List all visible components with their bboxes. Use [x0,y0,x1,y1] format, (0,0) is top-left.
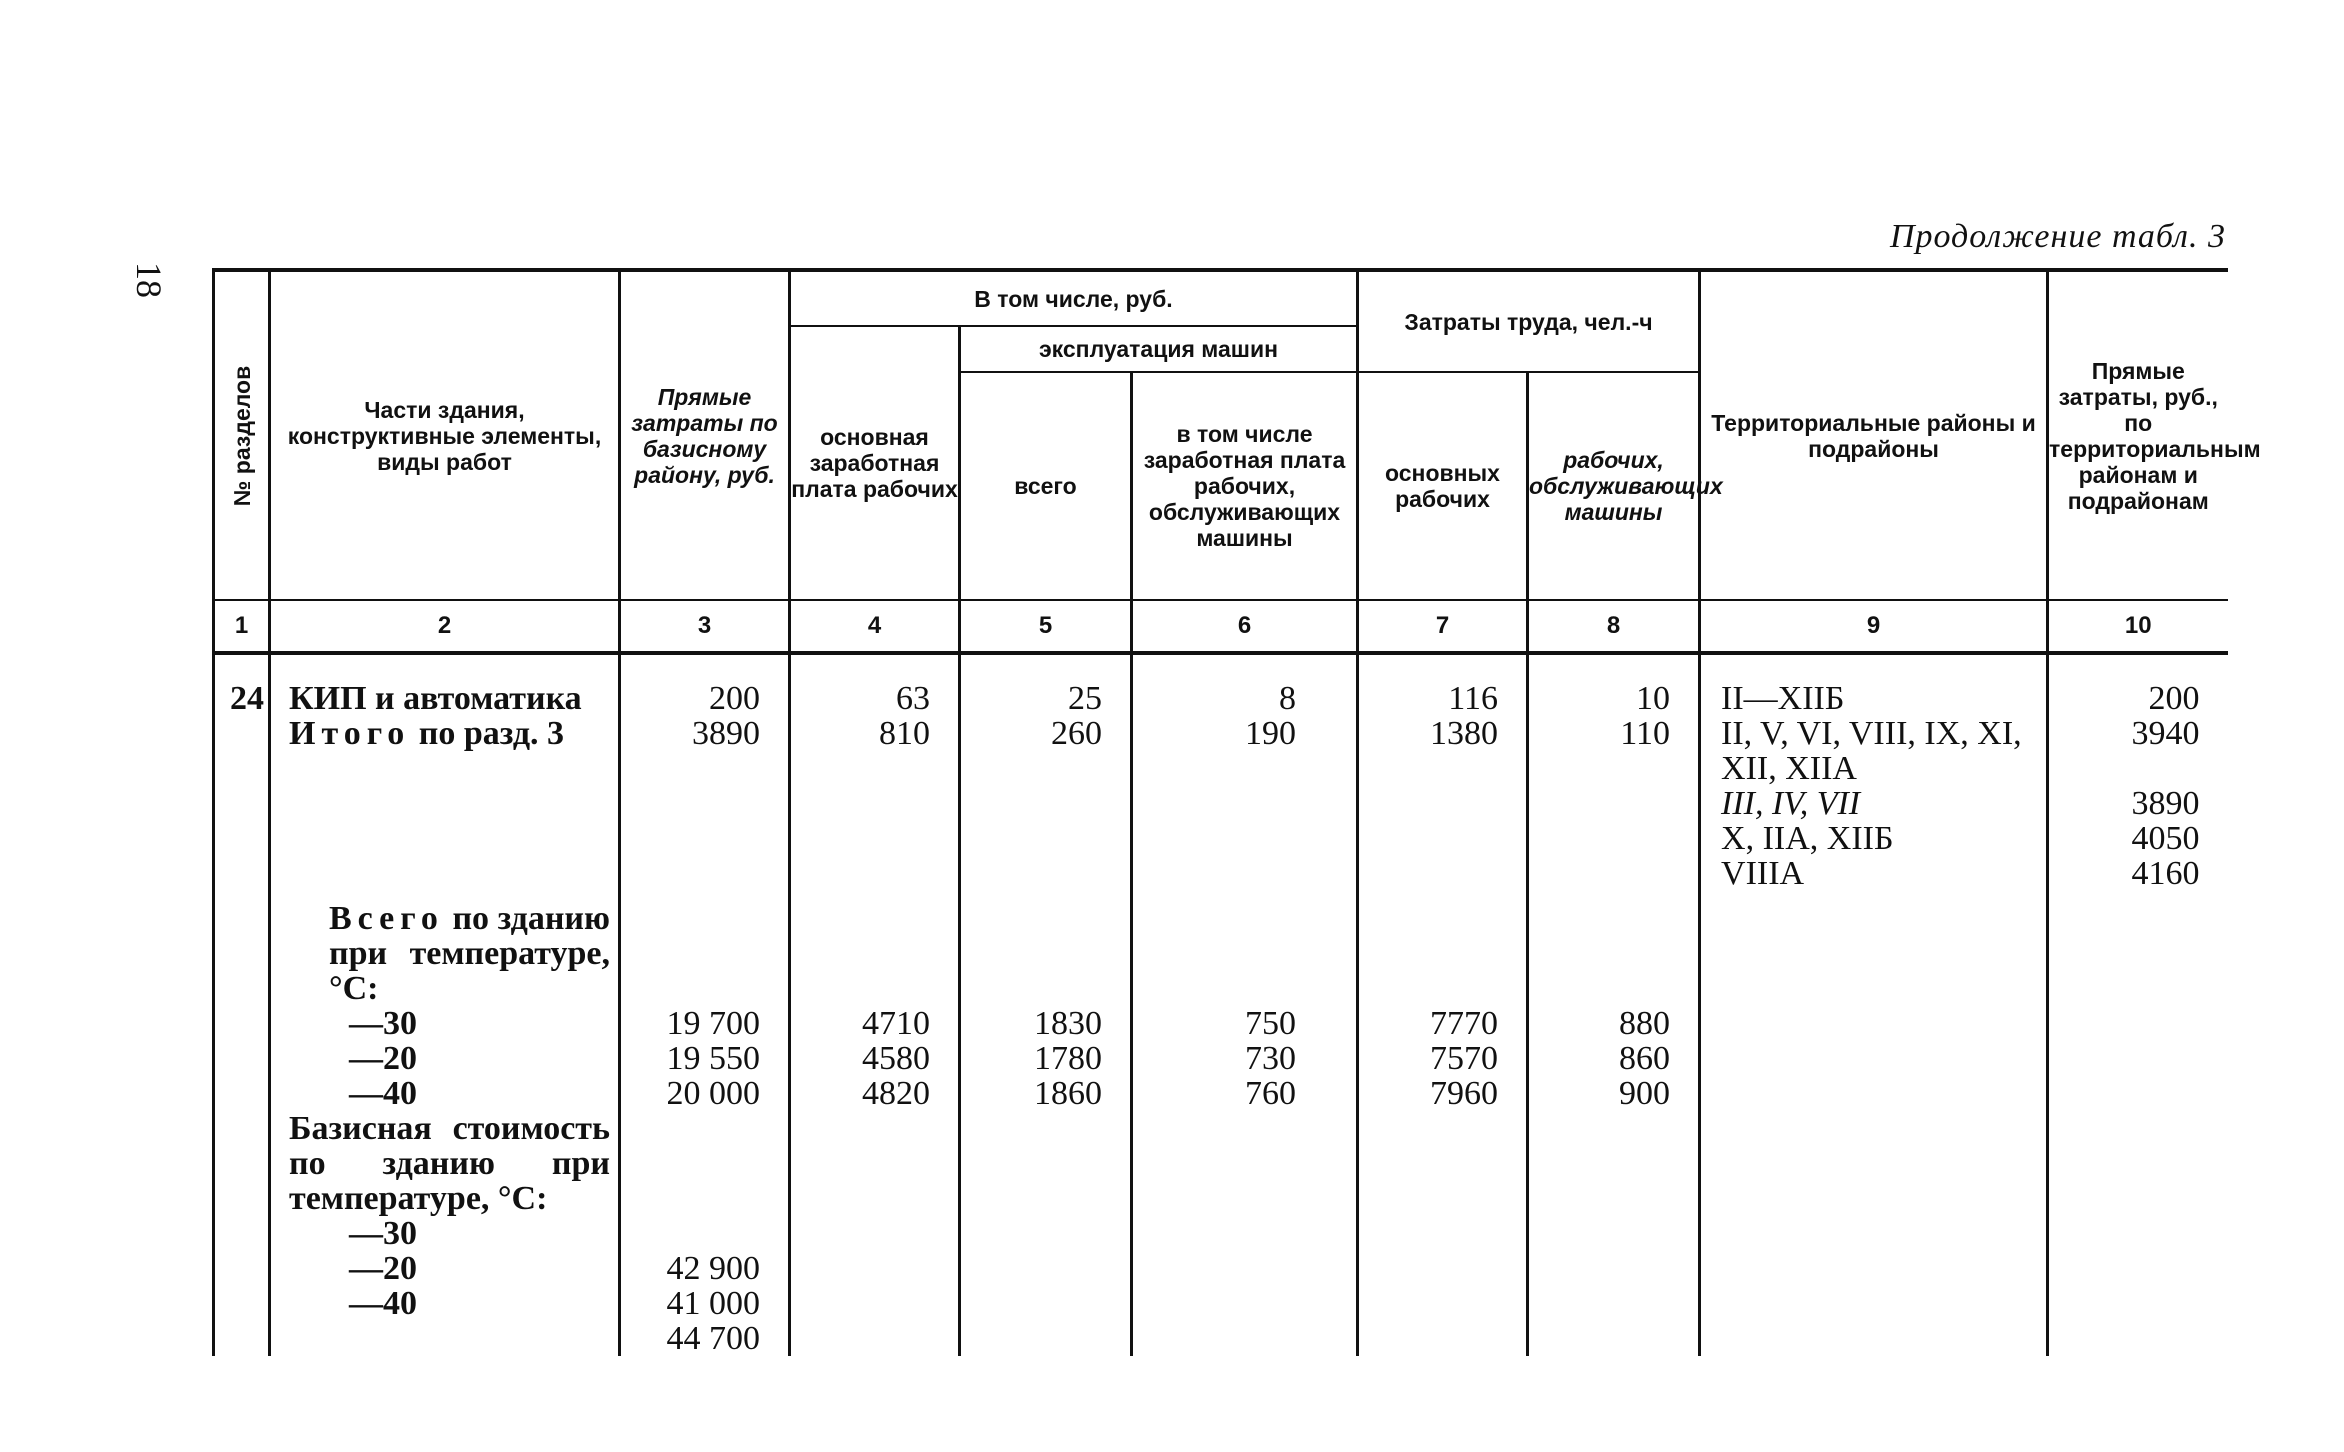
header-labor-machine: рабочих, обслуживающих машины [1528,372,1700,600]
cost-table [212,268,2261,1357]
header-group-machines: эксплуатация машин [960,326,1358,372]
col-number: 5 [960,600,1132,653]
cell-regions: II—XIIБ [1700,653,2048,716]
row-name: Всего по зданию при температуре, °С: —30 —20 —40 [270,891,620,1111]
cell-labor-main: 1380 [1358,716,1528,891]
region-line: II, V, VI, VIII, IX, XI, XII, XIIA [1721,715,2022,787]
temperature: —30 [349,1005,417,1042]
cost-table-container [212,268,2261,1392]
cell-regional-costs [2048,716,2228,891]
table-body [214,653,2228,1356]
regional-cost-value: 3940 [2131,715,2200,752]
col-number: 1 [214,600,270,653]
header-group-labor: Затраты труда, чел.-ч [1358,270,1700,372]
cell-base-wage: 810 [790,716,960,891]
table-row [214,891,2228,1111]
table-header [214,270,2261,653]
page-number: 18 [129,262,169,298]
header-regions: Территориальные районы и подрайоны [1700,270,2048,600]
header-regional-costs: Прямые затраты, руб., по территориальным районам и подрайонам [2048,270,2228,600]
table-row [214,653,2228,716]
cell-machines-total: 260 [960,716,1132,891]
cell-labor-machine: 880 860 900 [1528,891,1700,1111]
header-machines-total: всего [960,372,1132,600]
cell-direct-costs: 200 [620,653,790,716]
cell-labor-machine: 10 [1528,653,1700,716]
temperature: —20 [349,1040,417,1077]
header-direct-costs: Прямые затраты по базисному району, руб. [620,270,790,600]
cell-base-wage: 63 [790,653,960,716]
temperature: —40 [349,1285,417,1322]
cell-labor-main: 116 [1358,653,1528,716]
regional-cost-value: 3890 [2131,785,2200,822]
region-line: VIIIA [1721,855,1805,892]
table-row [214,1111,2228,1356]
col-number: 8 [1528,600,1700,653]
header-machine-operator-wage: в том числе заработная плата рабочих, обслуживающих машины [1132,372,1358,600]
col-number: 3 [620,600,790,653]
col-number: 7 [1358,600,1528,653]
header-labor-main: основных рабочих [1358,372,1528,600]
cell-direct-costs: 42 900 41 000 44 700 [620,1111,790,1356]
header-base-wage: основная заработная плата рабочих [790,326,960,600]
temperature: —20 [349,1250,417,1287]
section-id: 24 [214,653,270,716]
regional-cost-value: 4160 [2131,855,2200,892]
temperature: —30 [349,1215,417,1252]
header-parts: Части здания, конструктивные элементы, виды работ [270,270,620,600]
row-name: КИП и автоматика [270,653,620,716]
cell-labor-main: 7770 7570 7960 [1358,891,1528,1111]
cell-base-wage: 4710 4580 4820 [790,891,960,1111]
table-caption: Продолжение табл. 3 [1889,218,2226,255]
cell-direct-costs: 19 700 19 550 20 000 [620,891,790,1111]
col-number: 6 [1132,600,1358,653]
col-number: 4 [790,600,960,653]
row-name: Итого по разд. 3 [270,716,620,891]
regional-cost-value: 4050 [2131,820,2200,857]
header-group-including: В том числе, руб. [790,270,1358,326]
cell-direct-costs: 3890 [620,716,790,891]
cell-machines-total: 25 [960,653,1132,716]
temperature: —40 [349,1075,417,1112]
cell-operator-wage: 190 [1132,716,1358,891]
col-number: 2 [270,600,620,653]
row-name: Базисная стоимость по зданию при температуре, °С: —30 —20 —40 [270,1111,620,1356]
cell-operator-wage: 750 730 760 [1132,891,1358,1111]
cell-operator-wage: 8 [1132,653,1358,716]
header-section-number: № разделов [214,270,270,600]
region-line: III, IV, VII [1721,785,1861,822]
cell-regions [1700,716,2048,891]
col-number: 9 [1700,600,2048,653]
cell-machines-total: 1830 1780 1860 [960,891,1132,1111]
table-row [214,716,2228,891]
cell-labor-machine: 110 [1528,716,1700,891]
cell-regional-costs: 200 [2048,653,2228,716]
region-line: X, IIA, XIIБ [1721,820,1894,857]
col-number: 10 [2048,600,2228,653]
